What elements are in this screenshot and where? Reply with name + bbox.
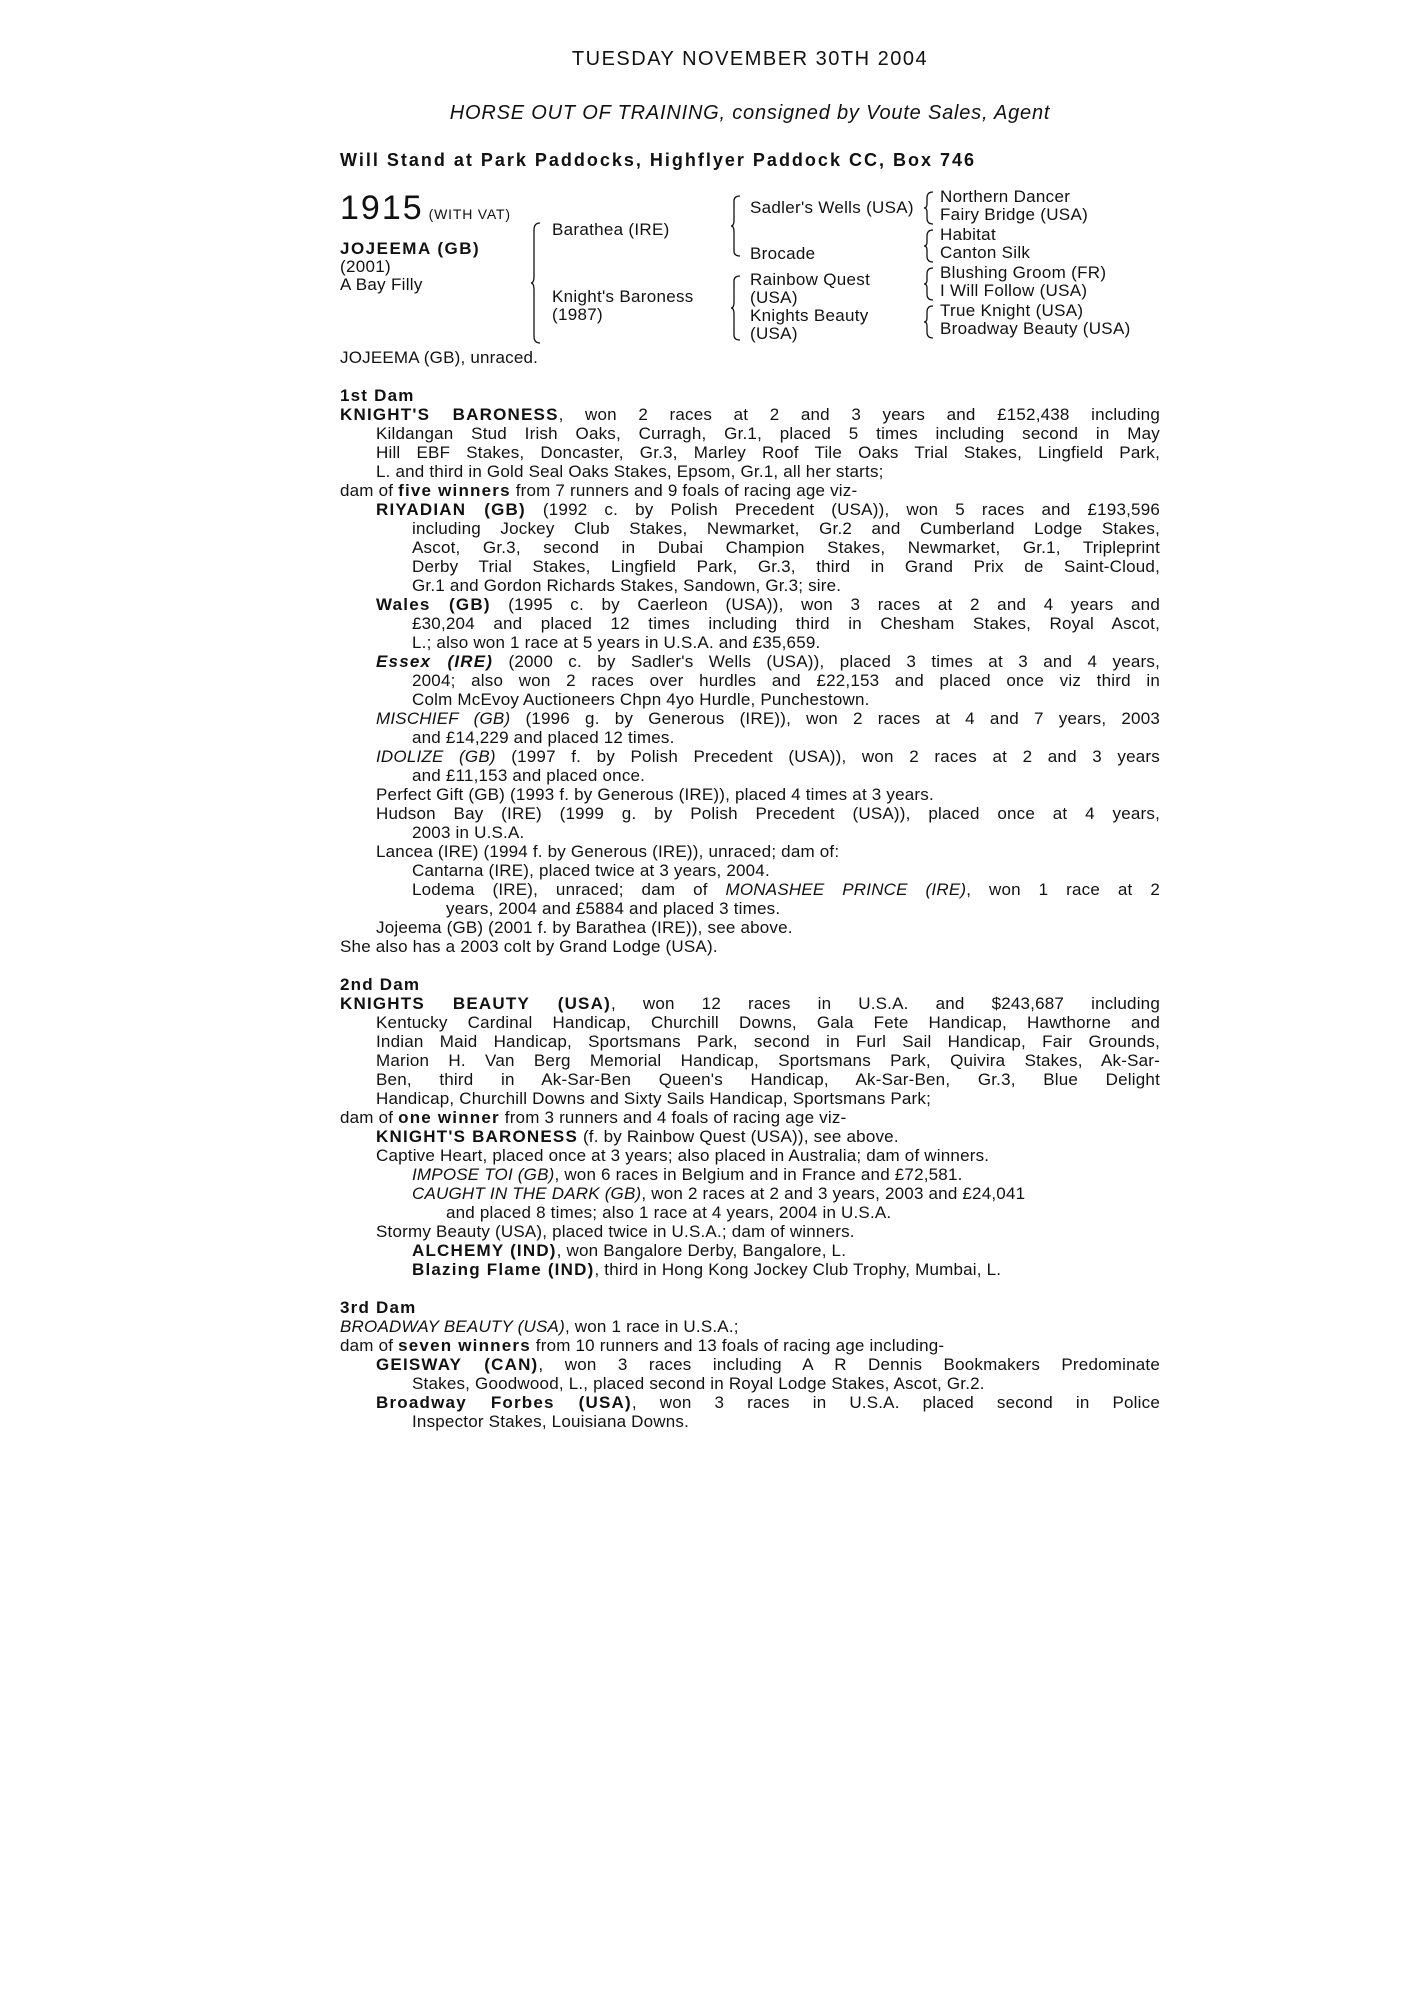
dam-sire-line2: (USA): [750, 288, 798, 307]
vat-label: (WITH VAT): [428, 206, 511, 222]
produce-stormy-beauty: Stormy Beauty (USA), placed twice in U.S.A.; dam of winners.: [376, 1222, 855, 1241]
produce-broadway-forbes: Broadway Forbes (USA), won 3 races in U.S.A. placed second in Police: [376, 1393, 1160, 1412]
sire-dam: Brocade: [750, 244, 816, 263]
sds: Habitat: [940, 225, 996, 244]
produce-knights-baroness: KNIGHT'S BARONESS (f. by Rainbow Quest (USA)), see above.: [376, 1127, 899, 1146]
lot-number: 1915: [340, 189, 424, 227]
sss: Northern Dancer: [940, 187, 1071, 206]
dam-sire-bracket: [530, 222, 542, 344]
produce-idolize: IDOLIZE (GB) (1997 f. by Polish Precedent (USA)), won 2 races at 2 and 3 years: [376, 747, 1160, 766]
produce-riyadian: RIYADIAN (GB) (1992 c. by Polish Precedent (USA)), won 5 races and £193,596: [376, 500, 1161, 519]
produce-detail: and £11,153 and placed once.: [412, 766, 646, 785]
produce-detail: including Jockey Club Stakes, Newmarket, Gr.2 and Cumberland Lodge Stakes,: [412, 519, 1160, 538]
first-dam-line: KNIGHT'S BARONESS, won 2 races at 2 and 3 years and £152,438 including: [340, 405, 1160, 424]
dds: True Knight (USA): [940, 301, 1084, 320]
summary: JOJEEMA (GB), unraced.: [340, 348, 539, 367]
second-dam-record: Marion H. Van Berg Memorial Handicap, Sportsmans Park, Quivira Stakes, Ak-Sar-: [376, 1051, 1160, 1070]
produce-wales: Wales (GB) (1995 c. by Caerleon (USA)), won 3 races at 2 and 4 years and: [376, 595, 1160, 614]
ssd: Fairy Bridge (USA): [940, 205, 1089, 224]
produce-detail: L.; also won 1 race at 5 years in U.S.A. and £35,659.: [412, 633, 821, 652]
produce-perfect-gift: Perfect Gift (GB) (1993 f. by Generous (IRE)), placed 4 times at 3 years.: [376, 785, 934, 804]
dsd: I Will Follow (USA): [940, 281, 1088, 300]
dam-parents-bracket: [730, 275, 742, 341]
second-dam-line: KNIGHTS BEAUTY (USA), won 12 races in U.S.A. and $243,687 including: [340, 994, 1160, 1013]
produce-captive-heart: Captive Heart, placed once at 3 years; also placed in Australia; dam of winners.: [376, 1146, 990, 1165]
dam-dam-line2: (USA): [750, 324, 798, 343]
dss: Blushing Groom (FR): [940, 263, 1107, 282]
produce-detail: 2003 in U.S.A.: [412, 823, 525, 842]
second-dam-produce-line: dam of one winner from 3 runners and 4 foals of racing age viz-: [340, 1108, 847, 1127]
second-dam-record: Kentucky Cardinal Handicap, Churchill Downs, Gala Fete Handicap, Hawthorne and: [376, 1013, 1160, 1032]
produce-cantarna: Cantarna (IRE), placed twice at 3 years, 2004.: [412, 861, 770, 880]
produce-blazing-flame: Blazing Flame (IND), third in Hong Kong Jockey Club Trophy, Mumbai, L.: [412, 1260, 1002, 1279]
produce-essex: Essex (IRE) (2000 c. by Sadler's Wells (USA)), placed 3 times at 3 and 4 years,: [376, 652, 1160, 671]
produce-impose-toi: IMPOSE TOI (GB), won 6 races in Belgium and in France and £72,581.: [412, 1165, 963, 1184]
dd-bracket: [923, 304, 935, 340]
dam-dam-line1: Knights Beauty: [750, 306, 869, 325]
foaling-year: (2001): [340, 257, 391, 276]
first-dam-heading: 1st Dam: [340, 386, 415, 405]
dam-name: Knight's Baroness: [552, 287, 694, 306]
ss-bracket: [923, 190, 935, 226]
produce-lancea: Lancea (IRE) (1994 f. by Generous (IRE)), unraced; dam of:: [376, 842, 840, 861]
produce-detail: Colm McEvoy Auctioneers Chpn 4yo Hurdle, Punchestown.: [412, 690, 870, 709]
sire-sire: Sadler's Wells (USA): [750, 198, 914, 217]
ds-bracket: [923, 266, 935, 302]
sale-date: TUESDAY NOVEMBER 30TH 2004: [571, 48, 929, 70]
second-dam-record: Ben, third in Ak-Sar-Ben Queen's Handicap, Ak-Sar-Ben, Gr.3, Blue Delight: [376, 1070, 1160, 1089]
second-dam-record: Handicap, Churchill Downs and Sixty Sails Handicap, Sportsmans Park;: [376, 1089, 932, 1108]
produce-detail: £30,204 and placed 12 times including third in Chesham Stakes, Royal Ascot,: [412, 614, 1160, 633]
produce-lodema: Lodema (IRE), unraced; dam of MONASHEE PRINCE (IRE), won 1 race at 2: [412, 880, 1160, 899]
produce-caught-in-the-dark: CAUGHT IN THE DARK (GB), won 2 races at 2 and 3 years, 2003 and £24,041: [412, 1184, 1026, 1203]
lot-number-line: [340, 190, 511, 226]
sd-bracket: [923, 228, 935, 264]
produce-mischief: MISCHIEF (GB) (1996 g. by Generous (IRE)), won 2 races at 4 and 7 years, 2003: [376, 709, 1161, 728]
sire-parents-bracket: [730, 195, 742, 257]
produce-detail: 2004; also won 2 races over hurdles and £22,153 and placed once viz third in: [412, 671, 1160, 690]
ddd: Broadway Beauty (USA): [940, 319, 1131, 338]
produce-detail: Inspector Stakes, Louisiana Downs.: [412, 1412, 690, 1431]
produce-alchemy: ALCHEMY (IND), won Bangalore Derby, Bangalore, L.: [412, 1241, 847, 1260]
first-dam-record: Hill EBF Stakes, Doncaster, Gr.3, Marley Roof Tile Oaks Trial Stakes, Lingfield Park,: [376, 443, 1160, 462]
consignment-line: HORSE OUT OF TRAINING, consigned by Voute Sales, Agent: [449, 102, 1051, 124]
dam-sire-line1: Rainbow Quest: [750, 270, 871, 289]
horse-description: A Bay Filly: [340, 275, 423, 294]
third-dam-line: BROADWAY BEAUTY (USA), won 1 race in U.S.A.;: [340, 1317, 739, 1336]
produce-detail: Gr.1 and Gordon Richards Stakes, Sandown, Gr.3; sire.: [412, 576, 842, 595]
produce-detail: Derby Trial Stakes, Lingfield Park, Gr.3, third in Grand Prix de Saint-Cloud,: [412, 557, 1160, 576]
third-dam-heading: 3rd Dam: [340, 1298, 417, 1317]
first-dam-record: L. and third in Gold Seal Oaks Stakes, Epsom, Gr.1, all her starts;: [376, 462, 884, 481]
second-dam-record: Indian Maid Handicap, Sportsmans Park, second in Furl Sail Handicap, Fair Grounds,: [376, 1032, 1160, 1051]
produce-detail: years, 2004 and £5884 and placed 3 times.: [446, 899, 781, 918]
produce-colt: She also has a 2003 colt by Grand Lodge (USA).: [340, 937, 718, 956]
produce-hudson-bay: Hudson Bay (IRE) (1999 g. by Polish Precedent (USA)), placed once at 4 years,: [376, 804, 1160, 823]
sire-name: Barathea (IRE): [552, 220, 670, 239]
produce-geisway: GEISWAY (CAN), won 3 races including A R Dennis Bookmakers Predominate: [376, 1355, 1160, 1374]
dam-year: (1987): [552, 305, 603, 324]
produce-detail: Stakes, Goodwood, L., placed second in Royal Lodge Stakes, Ascot, Gr.2.: [412, 1374, 985, 1393]
catalogue-body: [340, 348, 1160, 1431]
stand-location: Will Stand at Park Paddocks, Highflyer Paddock CC, Box 746: [340, 150, 976, 170]
produce-detail: and £14,229 and placed 12 times.: [412, 728, 675, 747]
first-dam-name: KNIGHT'S BARONESS: [340, 405, 559, 424]
pedigree-table: [340, 187, 1160, 350]
horse-name: JOJEEMA (GB): [340, 239, 481, 258]
third-dam-produce-line: dam of seven winners from 10 runners and 13 foals of racing age including-: [340, 1336, 945, 1355]
produce-detail: and placed 8 times; also 1 race at 4 years, 2004 in U.S.A.: [446, 1203, 892, 1222]
produce-detail: Ascot, Gr.3, second in Dubai Champion Stakes, Newmarket, Gr.1, Tripleprint: [412, 538, 1160, 557]
second-dam-heading: 2nd Dam: [340, 975, 421, 994]
first-dam-produce-line: dam of five winners from 7 runners and 9 foals of racing age viz-: [340, 481, 858, 500]
produce-jojeema: Jojeema (GB) (2001 f. by Barathea (IRE)), see above.: [376, 918, 793, 937]
sdd: Canton Silk: [940, 243, 1031, 262]
first-dam-record: Kildangan Stud Irish Oaks, Curragh, Gr.1, placed 5 times including second in May: [376, 424, 1160, 443]
